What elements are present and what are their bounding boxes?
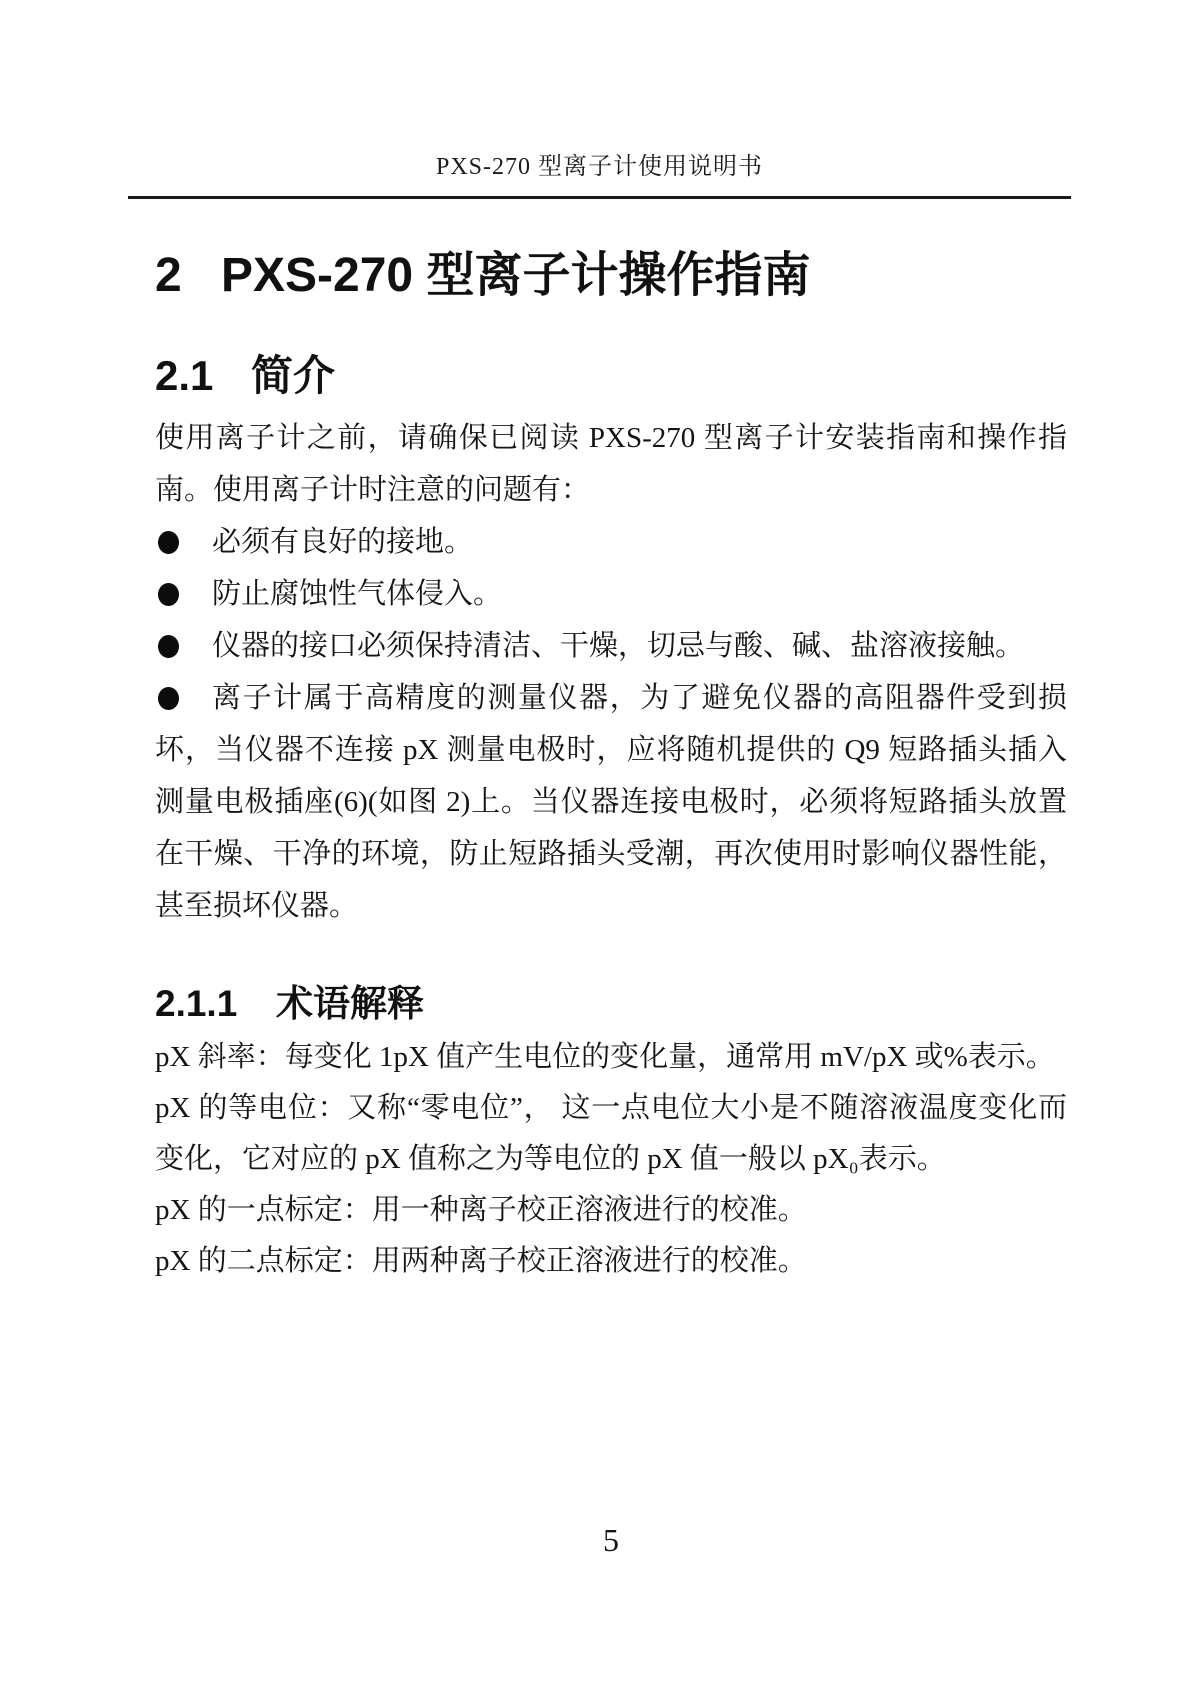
text-line-content: 离子计属于高精度的测量仪器，为了避免仪器的高阻器件受到损 [212, 682, 1067, 714]
terms-definitions [155, 1032, 1067, 1287]
subsection-title: 术语解释 [276, 983, 424, 1024]
bullet-icon [155, 568, 212, 620]
term-line [155, 1032, 1067, 1083]
term-line-content: pX 的等电位：又称“零电位”， 这一点电位大小是不随溶液温度变化而 [155, 1092, 1067, 1124]
term-line-content: pX 的一点标定：用一种离子校正溶液进行的校准。 [155, 1194, 807, 1226]
bullet-icon [155, 516, 212, 568]
text-line [155, 620, 1067, 672]
text-line [155, 464, 1067, 516]
term-line [155, 1185, 1067, 1236]
text-line [155, 412, 1067, 464]
term-line [155, 1134, 1067, 1185]
text-line [155, 516, 1067, 568]
bullet-icon [155, 672, 212, 724]
text-line [155, 672, 1067, 724]
chapter-number: 2 [155, 249, 182, 302]
text-line-content: 仪器的接口必须保持清洁、干燥，切忌与酸、碱、盐溶液接触。 [212, 630, 1025, 662]
bullet-icon [155, 620, 212, 672]
subsection-number: 2.1.1 [155, 983, 238, 1024]
running-header-title: PXS-270 型离子计使用说明书 [435, 154, 764, 180]
text-line-content: 坏，当仪器不连接 pX 测量电极时，应将随机提供的 Q9 短路插头插入 [155, 734, 1067, 766]
text-line-content: 在干燥、干净的环境，防止短路插头受潮，再次使用时影响仪器性能， [155, 838, 1067, 870]
text-line-content: 使用离子计之前，请确保已阅读 PXS-270 型离子计安装指南和操作指 [155, 422, 1067, 454]
text-line-content: 必须有良好的接地。 [212, 526, 474, 558]
text-line [155, 568, 1067, 620]
section-title: 简介 [251, 352, 336, 399]
term-line-content: 变化，它对应的 pX 值称之为等电位的 pX 值一般以 pX₀表示。 [155, 1143, 946, 1175]
text-line [155, 776, 1067, 828]
text-line-content: 甚至损坏仪器。 [155, 890, 359, 922]
running-header [128, 150, 1071, 184]
intro-and-notes [155, 412, 1067, 932]
text-line [155, 724, 1067, 776]
text-line [155, 828, 1067, 880]
text-line-content: 南。使用离子计时注意的问题有： [155, 474, 591, 506]
text-line [155, 880, 1067, 932]
subsection-heading [155, 982, 424, 1026]
page-number: 5 [603, 1522, 619, 1558]
text-line-content: 防止腐蚀性气体侵入。 [212, 578, 503, 610]
header-rule [128, 196, 1071, 199]
chapter-heading [155, 246, 810, 306]
page-footer [155, 1520, 1067, 1560]
chapter-title: PXS-270 型离子计操作指南 [221, 249, 811, 302]
section-number: 2.1 [155, 352, 214, 399]
section-heading [155, 348, 335, 404]
text-line-content: 测量电极插座(6)(如图 2)上。当仪器连接电极时，必须将短路插头放置 [155, 786, 1067, 818]
term-line-content: pX 斜率：每变化 1pX 值产生电位的变化量，通常用 mV/pX 或%表示。 [155, 1041, 1055, 1073]
term-line [155, 1083, 1067, 1134]
term-line-content: pX 的二点标定：用两种离子校正溶液进行的校准。 [155, 1245, 807, 1277]
term-line [155, 1236, 1067, 1287]
